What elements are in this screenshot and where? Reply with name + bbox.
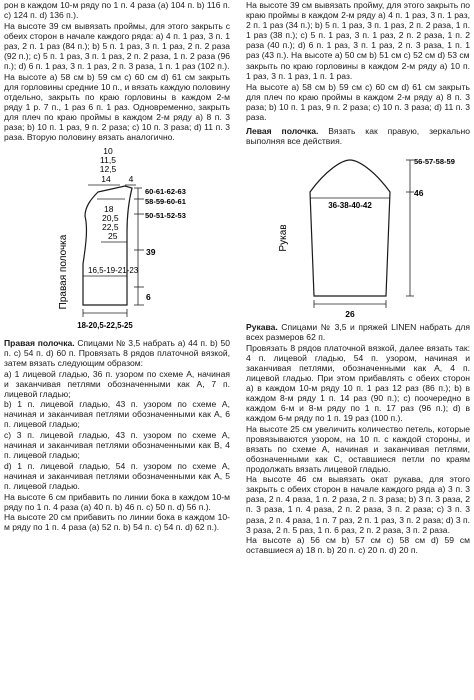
inner-width-label: 25 [108, 230, 118, 241]
paragraph: закрыть по краю горловины в каждом 2-м ряду a) 10 п. 1 раз, 3 п. 1 раз, 1 п. 1 раз. [246, 60, 470, 81]
height-label: 60-61-62-63 [145, 186, 186, 196]
height-label: 50-51-52-53 [145, 210, 186, 220]
paragraph: Левая полочка. Вязать как правую, зеркально выполняя все действия. [246, 125, 470, 146]
paragraph: c) 3 п. лицевой гладью, 43 п. узором по схеме А, начиная и заканчивая петлями обозначенными как В, 4 п. лицевой гладью; [4, 430, 230, 461]
left-column [4, 0, 230, 532]
bottom-width-label: 18-20,5-22,5-25 [77, 320, 133, 330]
paragraph: a) 1 лицевой гладью, 36 п. узором по схеме А, начиная и заканчивая петлями обозначенными как А, 7 п. лицевой гладью; [4, 368, 230, 399]
inner-width-label: 22,5 [102, 221, 119, 232]
top-unit: 4 [128, 173, 134, 184]
paragraph: На высоте 46 см вывязать окат рукава, для этого закрыть с обеих сторон в начале каждого ряда a) 3 п. 3 раза, 2 п. 4 раза, 1 п. 2 раза, 2 п. 3 раза; b) 3 п. 3 раза, 2 п. 3 раза, 1 п. 4 раза, 2 п. 2 раза, 3 п. 2 раза; c) 3 п. 3 раза, 2 п. 4 раза, 1 п. 7 раз, 2 п. 1 раз, 3 п. 2 раза; d) 3 п. 3 раза, 2 п. 5 раз, 1 п. 6 раз, 2 п. 2 раза, 3 п. 2 раза. [246, 474, 470, 535]
inner-width-label: 16,5-19-21-23 [88, 265, 139, 275]
paragraph: Провязать 8 рядов платочной вязкой, далее вязать так: 4 п. лицевой гладью, 54 п. узором, начиная и заканчивая петлями, обозначенными как А, 4 п. лицевой гладью. При этом прибавлять с обеих сторон a) в каждом 10-м ряду 10 п. 1 раз 12 раз (86 п.); b) в каждом 8-м ряду 1 п. 14 раз (90 п.); c) поочередно в каждом 6-м и 8-м ряду по 1 п. 17 раз (96 п.); d) в каждом 6-м ряду по 1 п. 19 раз (100 п.). [246, 342, 470, 423]
paragraph: На высоте 6 см прибавить по линии бока в каждом 10-м ряду по 1 п. 4 раза (a) 40 п. b) 46 п. c) 50 п. d) 56 п.). [4, 491, 230, 512]
inner-width-label: 20,5 [102, 212, 119, 223]
paragraph: b) 1 п. лицевой гладью, 43 п. узором по схеме А, начиная и заканчивая петлями обозначенными как А, 6 п. лицевой гладью; [4, 399, 230, 430]
top-number: 14 [101, 173, 111, 184]
bottom-width-label: 26 [345, 308, 355, 319]
paragraph: На высоте a) 58 см b) 59 см c) 60 см d) 61 см закрыть для плеч по краю проймы в каждом 2-м ряду a) 8 п. 3 раза; b) 10 п. 1 раз, 9 п. 2 раза; c) 10 п. 3 раза; d) 11 п. 3 раза. [246, 81, 470, 122]
paragraph: На высоте 39 см вывязать пройму, для этого закрыть по краю проймы в каждом 2-м ряду a) 4 п. 1 раз, 3 п. 1 раз, 2 п. 1 раз (34 п.); b) 5 п. 1 раз, 3 п. 1 раз, 2 п. 2 раза, 1 п. 1 раз (38 п.); c) 5 п. 1 раз, 3 п. 1 раз, 2 п. 2 раза, 1 п. 2 раза (40 п.); d) 6 п. 1 раз, 3 п. 1 раз, 2 п. 3 раза, 1 п. 1 раз (43 п.). На высоте a) 50 см b) 51 см c) 52 см d) 53 см [246, 0, 470, 61]
sleeve-schematic [246, 146, 470, 322]
paragraph: На высоте a) 58 см b) 59 см c) 60 см d) 61 см закрыть для горловины средние 10 п., и вязать каждую половину отдельно, закрыть по краю горловины в каждом 2-м ряду 1 р. 7 п., 1 раз 6 п. 1 раз. Одновременно, закрыть для плеч по краю проймы в каждом 2-м ряду a) 8 п. 3 раза; b) 10 п. 1 раз, 9 п. 2 раза; c) 10 п. 3 раза; d) 11 п. 3 раза. Вторую половину вязать аналогично. [4, 71, 230, 142]
paragraph: На высоте 25 см увеличить количество петель, которые провязываются узором, на 10 п. с каждой стороны, и вязать по схеме А, начиная и заканчивая петлями, обозначенными как С, оставшиеся петли по краям продолжать вязать лицевой гладью. [246, 423, 470, 474]
top-number: 11,5 [100, 154, 116, 165]
right-column [246, 0, 470, 555]
paragraph: Рукава. Спицами № 3,5 и пряжей LINEN набрать для всех размеров 62 п. [246, 321, 470, 342]
panel-name-label: Правая полочка [58, 234, 69, 310]
panel-name-label: Рукав [278, 224, 289, 252]
paragraph: d) 1 п. лицевой гладью, 54 п. узором по схеме А, начиная и заканчивая петлями обозначенными как А, 5 п. лицевой гладью. [4, 460, 230, 491]
paragraph: На высоте a) 56 см b) 57 см c) 58 см d) 59 см оставшиеся a) 18 п. b) 20 п. c) 20 п. d) 20 п. [246, 535, 470, 556]
top-number: 10 [103, 145, 113, 156]
inner-width-label: 36-38-40-42 [328, 200, 372, 210]
right-front-schematic [4, 142, 230, 338]
section-heading: Правая полочка. [4, 337, 75, 348]
inner-width-label: 18 [104, 203, 114, 214]
paragraph: Правая полочка. Спицами № 3,5 набрать a) 44 п. b) 50 п. c) 54 п. d) 60 п. Провязать 8 рядов платочной вязкой, затем вязать следующим образом: [4, 337, 230, 368]
height-label: 56-57-58-59 [414, 156, 455, 166]
top-number: 12,5 [99, 163, 117, 174]
section-heading: Рукава. [246, 321, 278, 332]
paragraph: рон в каждом 10-м ряду по 1 п. 4 раза (a) 104 п. b) 116 п. c) 124 п. d) 136 п.). [4, 0, 230, 21]
paragraph: На высоте 20 см прибавить по линии бока в каждом 10-м ряду по 1 п. 4 раза (a) 52 п. b) 54 п. c) 54 п. d) 62 п.). [4, 512, 230, 533]
sleeve-outline [310, 160, 390, 296]
height-label: 39 [146, 246, 156, 257]
height-label: 58-59-60-61 [145, 196, 186, 206]
height-label: 46 [414, 187, 424, 198]
paragraph: На высоте 39 см вывязать проймы, для этого закрыть с обеих сторон в начале каждого ряда: a) 4 п. 1 раз, 3 п. 1 раз, 2 п. 1 раз (84 п.); b) 5 п. 1 раз, 3 п. 1 раз, 2 п. 2 раза (92 п.); c) 5 п. 1 раз, 3 п. 1 раз, 2 п. 2 раза, 1 п. 2 раза (96 п.); d) 6 п. 1 раз, 3 п. 1 раз, 2 п. 3 раза, 1 п. 1 раз (102 п.). [4, 20, 230, 71]
section-heading: Левая полочка. [246, 125, 319, 136]
height-label: 6 [146, 291, 151, 302]
